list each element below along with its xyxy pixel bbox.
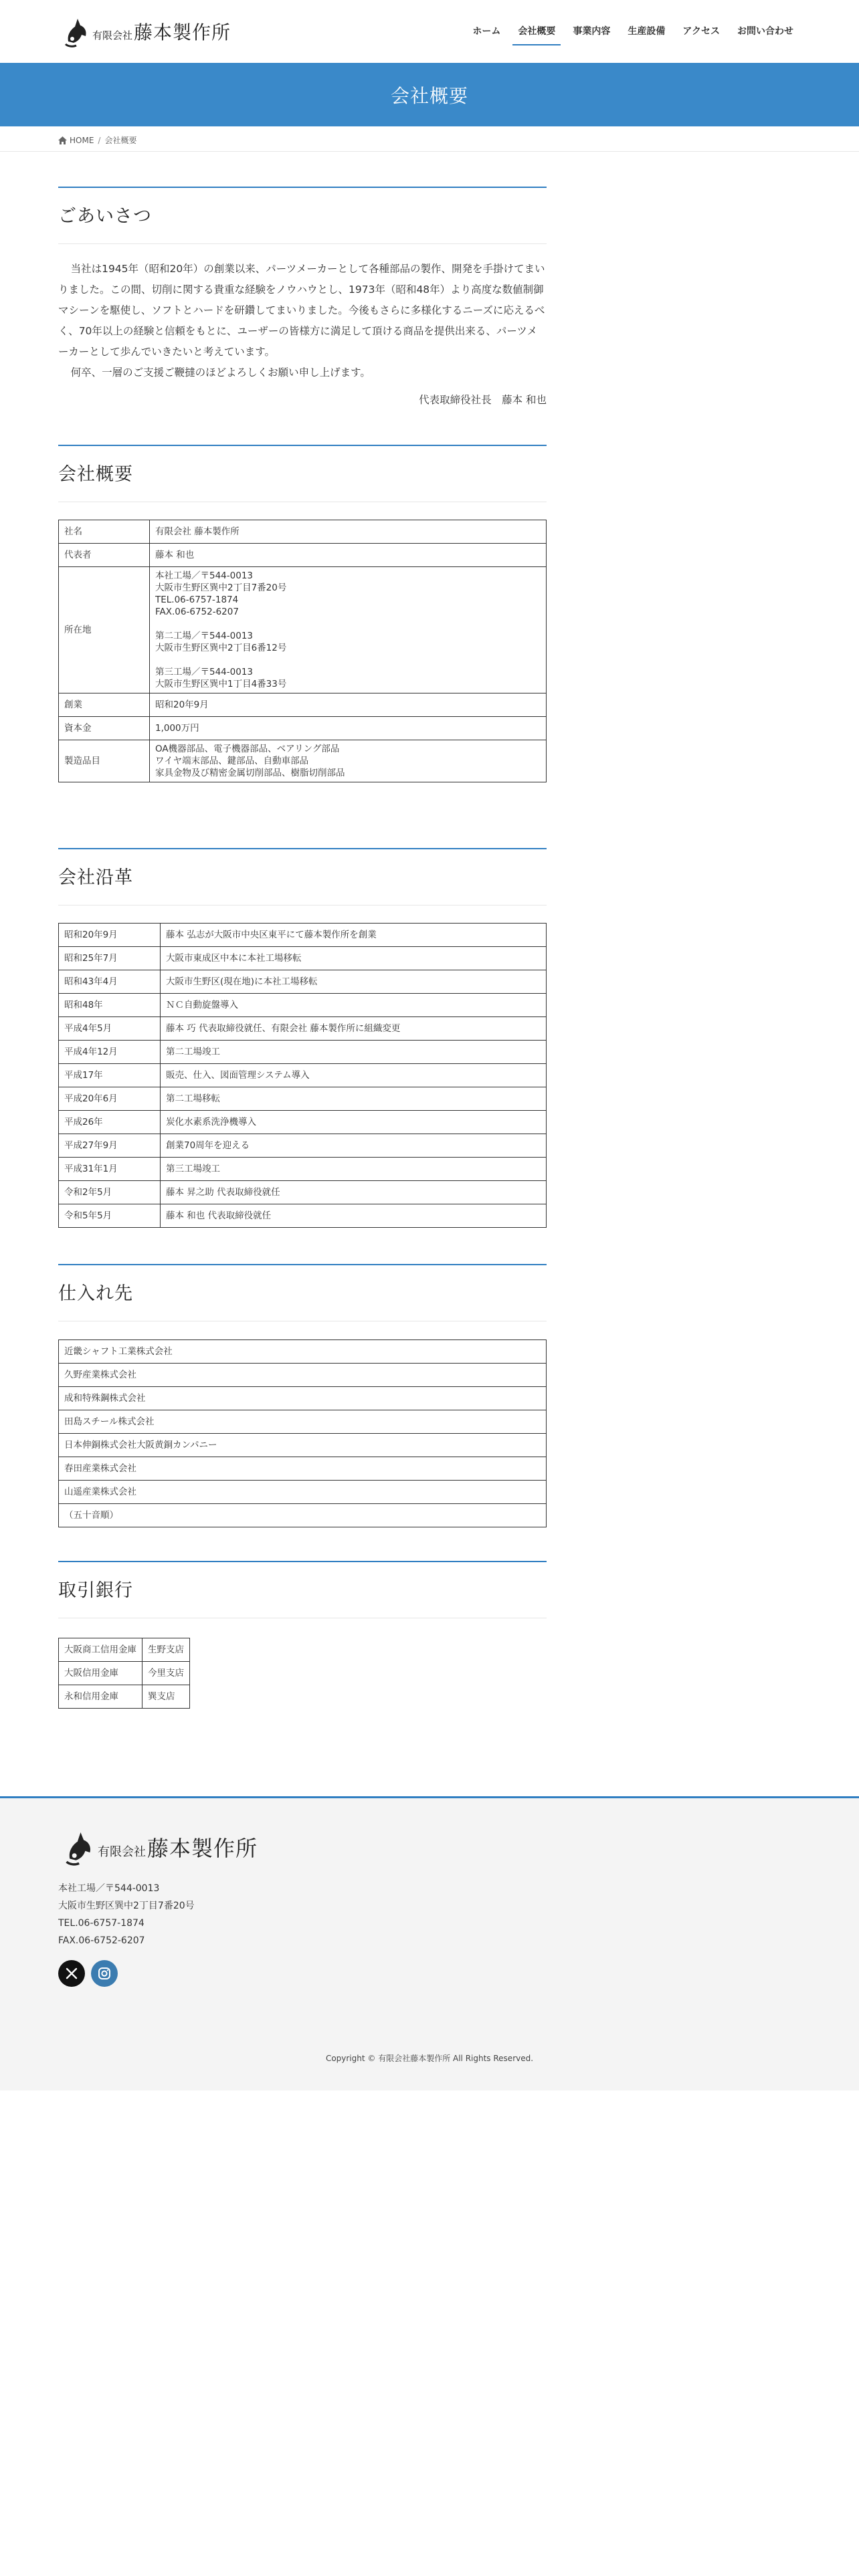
table-row — [59, 1111, 547, 1134]
breadcrumb-current: 会社概要 — [104, 136, 137, 145]
table-row — [59, 1134, 547, 1158]
supplier-name: 日本伸銅株式会社大阪黄銅カンパニー — [59, 1434, 547, 1457]
logo-big-text: 藤本製作所 — [134, 21, 231, 43]
table-row — [59, 740, 547, 782]
overview-section-title — [58, 445, 547, 502]
banks-heading: 取引銀行 — [58, 1562, 547, 1618]
footer-logo-small-text: 有限会社 — [98, 1845, 146, 1859]
footer-logo-big-text: 藤本製作所 — [147, 1836, 258, 1861]
breadcrumb-separator: / — [98, 135, 101, 145]
copyright: Copyright © 有限会社藤本製作所 All Rights Reserved. — [325, 2054, 534, 2063]
history-event: 第二工場移転 — [161, 1087, 547, 1111]
table-row — [59, 1087, 547, 1111]
table-label: 資本金 — [59, 717, 150, 740]
history-section-title — [58, 848, 547, 905]
footer-address-line: FAX.06-6752-6207 — [58, 1935, 145, 1946]
greeting-section-title — [58, 187, 547, 244]
history-event: 第三工場竣工 — [161, 1158, 547, 1181]
table-row — [59, 1504, 547, 1527]
table-row — [59, 520, 547, 544]
table-value: OA機器部品、電子機器部品、ベアリング部品 ワイヤ端末部品、鍵部品、自動車部品 家具金物及び精密金属切削部品、樹脂切削部品 — [150, 740, 547, 782]
table-row — [59, 567, 547, 693]
site-footer — [0, 1796, 859, 2090]
history-heading: 会社沿革 — [58, 849, 547, 905]
bank-branch: 今里支店 — [142, 1662, 190, 1685]
table-value: 昭和20年9月 — [150, 693, 547, 717]
overview-heading: 会社概要 — [58, 446, 547, 502]
table-row — [59, 1662, 190, 1685]
page-title: 会社概要 — [390, 84, 468, 107]
table-row — [59, 1181, 547, 1204]
table-row — [59, 1387, 547, 1410]
history-event: 創業70周年を迎える — [161, 1134, 547, 1158]
overview-table — [58, 520, 547, 782]
bank-branch: 巽支店 — [142, 1685, 190, 1709]
history-date: 平成20年6月 — [59, 1087, 161, 1111]
history-event: 藤本 弘志が大阪市中央区東平にて藤本製作所を創業 — [161, 924, 547, 947]
table-label: 製造品目 — [59, 740, 150, 782]
history-event: 販売、仕入、図面管理システム導入 — [161, 1064, 547, 1087]
history-date: 令和5年5月 — [59, 1204, 161, 1228]
history-event: 藤本 和也 代表取締役就任 — [161, 1204, 547, 1228]
nav-home[interactable]: ホーム — [472, 26, 501, 37]
footer-address-line: 本社工場／〒544-0013 — [58, 1883, 160, 1894]
breadcrumb-bar — [0, 126, 859, 152]
greeting-paragraph-1: 当社は1945年（昭和20年）の創業以来、パーツメーカーとして各種部品の製作、開発を手掛けてまいりました。この間、切削に関する貴重な経験をノウハウとし、1973年（昭和48年）より高度な数値制御マシーンを駆使し、ソフトとハードを研鑽してまいりました。今後もさらに多様化するニーズに応えるべく、70年以上の経験と信頼をもとに、ユーザーの皆様方に満足して頂ける商品を提供出来る、パーツメーカーとして歩んでいきたいと考えています。 — [58, 263, 545, 358]
logo-mark-icon — [62, 15, 90, 48]
table-row — [59, 1158, 547, 1181]
history-date: 平成4年5月 — [59, 1017, 161, 1041]
table-label: 所在地 — [59, 567, 150, 693]
footer-address-line: 大阪市生野区巽中2丁目7番20号 — [58, 1901, 195, 1911]
bank-name: 大阪信用金庫 — [59, 1662, 142, 1685]
footer-logo-mark-icon — [62, 1828, 95, 1866]
supplier-name: 春田産業株式会社 — [59, 1457, 547, 1481]
table-row — [59, 924, 547, 947]
social-links — [58, 1960, 124, 1987]
history-date: 平成17年 — [59, 1064, 161, 1087]
page-header-band — [0, 63, 859, 126]
history-date: 昭和43年4月 — [59, 970, 161, 994]
table-row — [59, 693, 547, 717]
table-row — [59, 994, 547, 1017]
table-row — [59, 1017, 547, 1041]
site-header — [0, 0, 859, 63]
history-date: 平成27年9月 — [59, 1134, 161, 1158]
history-event: 藤本 昇之助 代表取締役就任 — [161, 1181, 547, 1204]
history-date: 平成4年12月 — [59, 1041, 161, 1064]
history-event: 藤本 巧 代表取締役就任、有限会社 藤本製作所に組織変更 — [161, 1017, 547, 1041]
supplier-name: 久野産業株式会社 — [59, 1364, 547, 1387]
history-date: 令和2年5月 — [59, 1181, 161, 1204]
table-row — [59, 970, 547, 994]
site-logo[interactable] — [62, 15, 231, 48]
greeting-paragraph-2: 何卒、一層のご支援ご鞭撻のほどよろしくお願い申し上げます。 — [70, 366, 371, 379]
nav-business[interactable]: 事業内容 — [573, 26, 611, 37]
breadcrumb-home[interactable]: HOME — [70, 135, 94, 145]
table-row — [59, 1204, 547, 1228]
table-row — [59, 1685, 190, 1709]
history-event: 第二工場竣工 — [161, 1041, 547, 1064]
table-row — [59, 1340, 547, 1364]
table-value: 本社工場／〒544-0013 大阪市生野区巽中2丁目7番20号 TEL.06-6757-1874 FAX.06-6752-6207 第二工場／〒544-0013 大阪市生野区巽中2丁目6番12号 第三工場／〒544-0013 大阪市生野区巽中1丁目4番33号 — [150, 567, 547, 693]
footer-address — [58, 1880, 195, 1949]
table-label: 代表者 — [59, 544, 150, 567]
breadcrumb — [58, 134, 136, 146]
global-nav — [455, 24, 793, 45]
footer-logo[interactable] — [62, 1828, 258, 1866]
home-icon — [58, 136, 67, 144]
supplier-note: （五十音順） — [59, 1504, 547, 1527]
supplier-name: 田島スチール株式会社 — [59, 1410, 547, 1434]
history-event: 炭化水素系洗浄機導入 — [161, 1111, 547, 1134]
history-event: ＮＣ自動旋盤導入 — [161, 994, 547, 1017]
table-value: 1,000万円 — [150, 717, 547, 740]
history-event: 大阪市生野区(現在地)に本社工場移転 — [161, 970, 547, 994]
supplier-name: 山遥産業株式会社 — [59, 1481, 547, 1504]
table-row — [59, 1041, 547, 1064]
suppliers-section-title — [58, 1264, 547, 1321]
table-row — [59, 947, 547, 970]
banks-section-title — [58, 1561, 547, 1618]
table-row — [59, 1364, 547, 1387]
table-value: 藤本 和也 — [150, 544, 547, 567]
footer-address-line: TEL.06-6757-1874 — [58, 1918, 145, 1929]
history-table — [58, 923, 547, 1228]
suppliers-heading: 仕入れ先 — [58, 1265, 547, 1321]
history-date: 昭和20年9月 — [59, 924, 161, 947]
nav-contact[interactable]: お問い合わせ — [737, 26, 793, 37]
greeting-text — [58, 259, 547, 411]
suppliers-table — [58, 1339, 547, 1527]
x-icon[interactable] — [58, 1960, 85, 1987]
history-date: 昭和48年 — [59, 994, 161, 1017]
nav-access[interactable]: アクセス — [682, 26, 720, 37]
history-date: 平成26年 — [59, 1111, 161, 1134]
table-label: 社名 — [59, 520, 150, 544]
table-row — [59, 544, 547, 567]
table-row — [59, 1434, 547, 1457]
table-row — [59, 1638, 190, 1662]
history-date: 平成31年1月 — [59, 1158, 161, 1181]
supplier-name: 近畿シャフト工業株式会社 — [59, 1340, 547, 1364]
logo-small-text: 有限会社 — [92, 29, 133, 41]
table-value: 有限会社 藤本製作所 — [150, 520, 547, 544]
bank-name: 大阪商工信用金庫 — [59, 1638, 142, 1662]
instagram-icon[interactable] — [91, 1960, 118, 1987]
table-row — [59, 1410, 547, 1434]
table-label: 創業 — [59, 693, 150, 717]
supplier-name: 成和特殊鋼株式会社 — [59, 1387, 547, 1410]
table-row — [59, 1064, 547, 1087]
greeting-signature: 代表取締役社長 藤本 和也 — [419, 394, 547, 406]
banks-table — [58, 1638, 190, 1709]
history-event: 大阪市東成区中本に本社工場移転 — [161, 947, 547, 970]
table-row — [59, 1481, 547, 1504]
nav-equipment[interactable]: 生産設備 — [628, 26, 666, 37]
nav-company[interactable]: 会社概要 — [518, 24, 555, 45]
bank-name: 永和信用金庫 — [59, 1685, 142, 1709]
greeting-heading: ごあいさつ — [58, 188, 547, 244]
bank-branch: 生野支店 — [142, 1638, 190, 1662]
table-row — [59, 717, 547, 740]
table-row — [59, 1457, 547, 1481]
history-date: 昭和25年7月 — [59, 947, 161, 970]
